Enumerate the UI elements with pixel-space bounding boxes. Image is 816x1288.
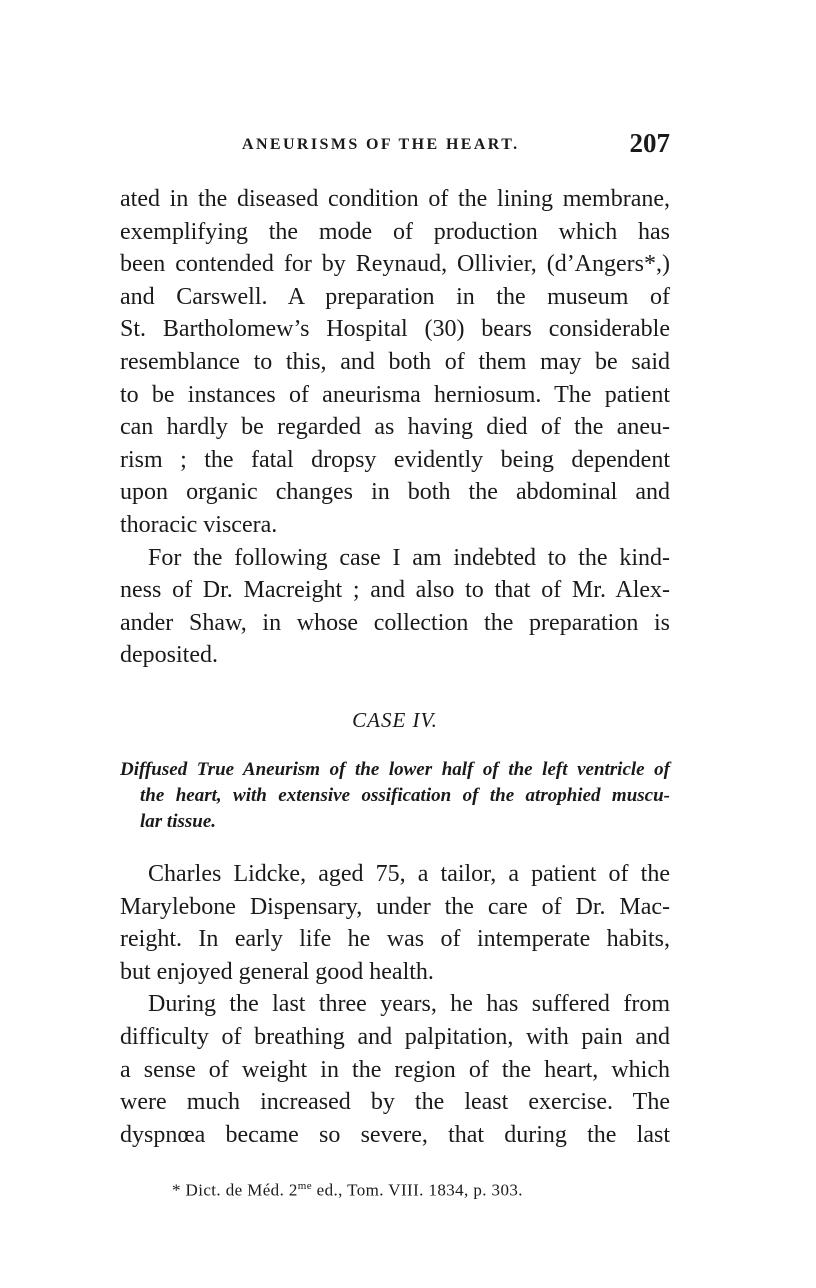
case-heading: CASE IV. [352, 708, 438, 732]
text-line: exemplifying the mode of production which has [120, 218, 670, 245]
page-number: 207 [629, 128, 670, 158]
footnote-text-end: ed., Tom. VIII. 1834, p. 303. [312, 1180, 523, 1200]
text-line: reight. In early life he was of intemperate habits, [120, 926, 670, 953]
text-line: Charles Lidcke, aged 75, a tailor, a patient of the [148, 861, 670, 887]
case-caption [120, 757, 670, 835]
text-line: During the last three years, he has suffered from [148, 991, 670, 1018]
text-line: but enjoyed general good health. [120, 958, 434, 985]
caption-line: the heart, with extensive ossification of the atrophied muscu- [140, 785, 670, 806]
text-line: upon organic changes in both the abdominal and [120, 479, 670, 506]
text-line: thoracic viscera. [120, 511, 278, 538]
footnote-text: * Dict. de Méd. 2 [172, 1180, 298, 1200]
caption-line: Diffused True Aneurism of the lower half of the left ventricle of [120, 759, 670, 780]
text-line: been contended for by Reynaud, Ollivier, (d’Angers*,) [120, 251, 670, 278]
running-title: ANEURISMS OF THE HEART. [242, 136, 520, 153]
text-line: deposited. [120, 642, 218, 669]
footnote-superscript: me [297, 1180, 313, 1192]
text-line: difficulty of breathing and palpitation, with pain and [120, 1023, 670, 1050]
text-line: dyspnœa became so severe, that during the last [120, 1121, 670, 1148]
text-line: were much increased by the least exercise. The [120, 1089, 670, 1116]
text-line: and Carswell. A preparation in the museum of [120, 283, 670, 310]
text-line: a sense of weight in the region of the heart, which [120, 1056, 670, 1083]
text-line: ated in the diseased condition of the lining membrane, [120, 186, 670, 212]
body-text-top [120, 183, 670, 672]
footnote [172, 1180, 523, 1201]
caption-line: lar tissue. [140, 811, 217, 832]
body-text-bottom [120, 858, 670, 1151]
text-line: ness of Dr. Macreight ; and also to that of Mr. Alex- [120, 577, 670, 604]
text-line: rism ; the fatal dropsy evidently being dependent [120, 446, 670, 473]
text-line: St. Bartholomew’s Hospital (30) bears considerable [120, 316, 670, 343]
running-head [120, 128, 670, 164]
text-line: to be instances of aneurisma herniosum. The patient [120, 381, 670, 408]
text-line: For the following case I am indebted to the kind- [148, 544, 670, 571]
text-line: ander Shaw, in whose collection the preparation is [120, 609, 670, 636]
text-line: resemblance to this, and both of them may be said [120, 348, 670, 375]
text-line: can hardly be regarded as having died of the aneu- [120, 414, 670, 441]
text-line: Marylebone Dispensary, under the care of Dr. Mac- [120, 893, 670, 920]
